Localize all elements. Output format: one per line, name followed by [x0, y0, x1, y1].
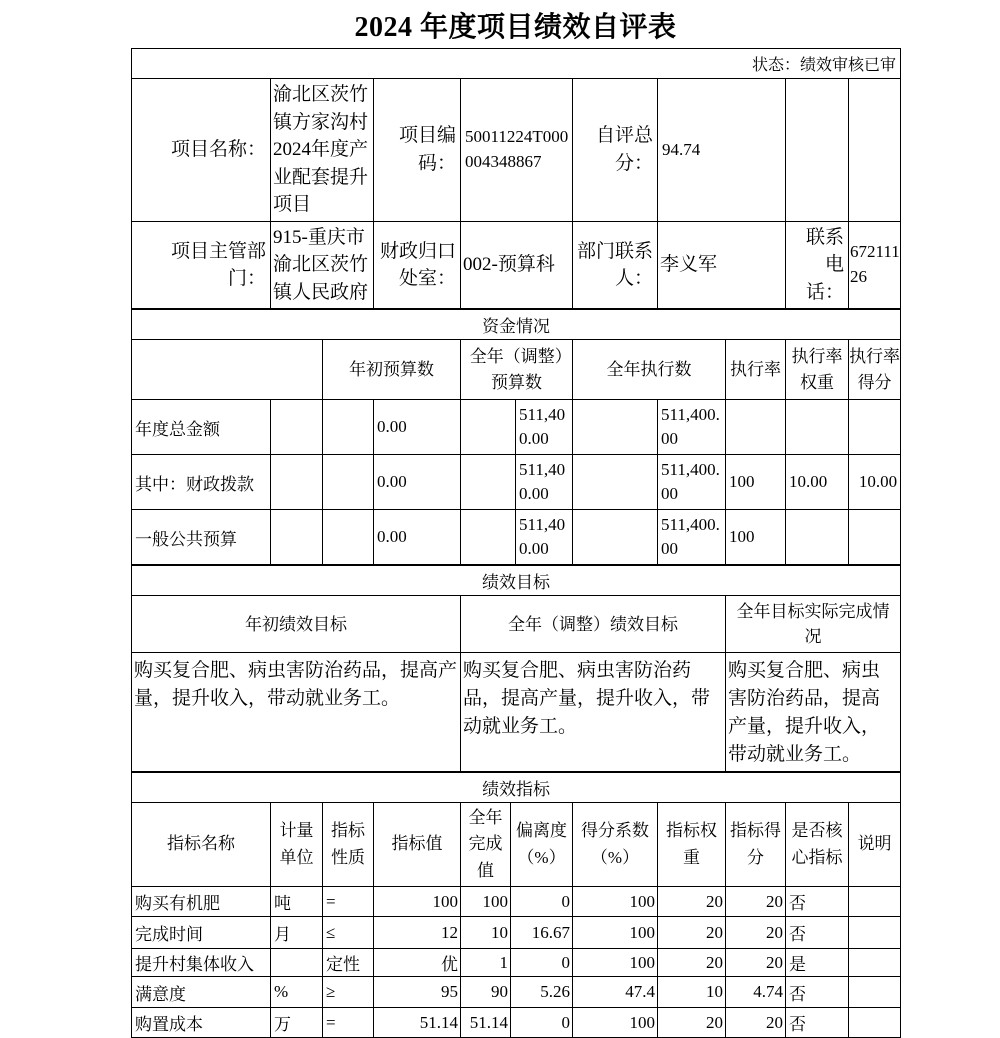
goals-header-adjusted: 全年（调整）绩效目标	[461, 596, 726, 653]
funding-score-value: 10.00	[849, 455, 901, 510]
funding-adjusted-value: 511,400.00	[516, 510, 573, 565]
project-info-table	[131, 48, 901, 309]
funding-executed-value: 511,400.00	[658, 455, 726, 510]
indicator-header-nature: 指标性质	[323, 803, 374, 887]
indicator-header-coefficient: 得分系数（%）	[573, 803, 658, 887]
project-code-value: 50011224T000004348867	[461, 79, 573, 222]
indicator-core: 否	[786, 917, 849, 949]
goals-section-title: 绩效目标	[132, 566, 901, 596]
phone-label: 联系电话：	[786, 221, 849, 309]
finance-office-label: 财政归口处室：	[374, 221, 461, 309]
empty-cell	[849, 79, 901, 222]
indicator-target: 100	[374, 887, 461, 917]
funding-header-adjusted: 全年（调整）预算数	[461, 340, 573, 400]
goal-adjusted-text: 购买复合肥、病虫害防治药品，提高产量，提升收入，带动就业务工。	[461, 653, 726, 772]
indicator-row-satisfaction	[132, 977, 901, 1008]
project-code-label: 项目编码：	[374, 79, 461, 222]
indicator-name: 购置成本	[132, 1008, 271, 1038]
funding-row-total	[132, 400, 901, 455]
funding-table	[131, 309, 901, 565]
indicator-score: 4.74	[726, 977, 786, 1008]
funding-adjusted-value: 511,400.00	[516, 400, 573, 455]
indicator-coefficient: 47.4	[573, 977, 658, 1008]
indicator-weight: 20	[658, 887, 726, 917]
indicator-row-purchase-cost	[132, 1008, 901, 1038]
indicator-core: 是	[786, 949, 849, 977]
funding-initial-value: 0.00	[374, 455, 461, 510]
indicator-completed: 51.14	[461, 1008, 511, 1038]
funding-header-initial: 年初预算数	[323, 340, 461, 400]
indicator-score: 20	[726, 949, 786, 977]
indicator-score: 20	[726, 917, 786, 949]
indicator-nature: ≤	[323, 917, 374, 949]
indicator-core: 否	[786, 887, 849, 917]
indicator-score: 20	[726, 887, 786, 917]
indicator-core: 否	[786, 977, 849, 1008]
indicator-note	[849, 949, 901, 977]
indicator-name: 完成时间	[132, 917, 271, 949]
funding-header-weight: 执行率权重	[786, 340, 849, 400]
status-text: 状态：绩效审核已审	[132, 49, 901, 79]
indicator-note	[849, 887, 901, 917]
indicator-unit	[271, 949, 323, 977]
goals-header-row	[132, 596, 901, 653]
indicator-unit: 吨	[271, 887, 323, 917]
phone-value: 67211126	[849, 221, 901, 309]
indicator-weight: 20	[658, 949, 726, 977]
indicator-header-name: 指标名称	[132, 803, 271, 887]
empty-cell	[573, 510, 658, 565]
indicator-header-deviation: 偏离度（%）	[511, 803, 573, 887]
funding-header-executed: 全年执行数	[573, 340, 726, 400]
contact-value: 李义军	[658, 221, 786, 309]
funding-row-fiscal	[132, 455, 901, 510]
project-name-label: 项目名称：	[132, 79, 271, 222]
indicator-completed: 1	[461, 949, 511, 977]
indicator-note	[849, 917, 901, 949]
self-score-value: 94.74	[658, 79, 786, 222]
empty-cell	[461, 400, 516, 455]
funding-initial-value: 0.00	[374, 400, 461, 455]
indicator-coefficient: 100	[573, 887, 658, 917]
indicator-unit: %	[271, 977, 323, 1008]
empty-cell	[786, 79, 849, 222]
goals-content-row	[132, 653, 901, 772]
project-name-row	[132, 79, 901, 222]
indicator-nature: 定性	[323, 949, 374, 977]
funding-weight-value: 10.00	[786, 455, 849, 510]
indicator-unit: 月	[271, 917, 323, 949]
indicator-coefficient: 100	[573, 949, 658, 977]
indicators-table	[131, 772, 901, 1038]
indicator-nature: =	[323, 1008, 374, 1038]
funding-initial-value: 0.00	[374, 510, 461, 565]
empty-cell	[461, 510, 516, 565]
indicator-completed: 90	[461, 977, 511, 1008]
indicator-row-completion-time	[132, 917, 901, 949]
funding-header-empty	[132, 340, 323, 400]
goals-header-actual: 全年目标实际完成情况	[726, 596, 901, 653]
indicator-core: 否	[786, 1008, 849, 1038]
indicator-completed: 100	[461, 887, 511, 917]
indicator-name: 满意度	[132, 977, 271, 1008]
goals-header-initial: 年初绩效目标	[132, 596, 461, 653]
goals-section-row	[132, 566, 901, 596]
empty-cell	[323, 400, 374, 455]
indicators-section-row	[132, 773, 901, 803]
funding-executed-value: 511,400.00	[658, 400, 726, 455]
goals-table	[131, 565, 901, 772]
funding-weight-value	[786, 400, 849, 455]
page-title: 2024 年度项目绩效自评表	[354, 12, 677, 43]
indicator-target: 优	[374, 949, 461, 977]
empty-cell	[323, 510, 374, 565]
indicator-deviation: 16.67	[511, 917, 573, 949]
funding-score-value	[849, 510, 901, 565]
empty-cell	[573, 400, 658, 455]
indicator-nature: ≥	[323, 977, 374, 1008]
indicator-note	[849, 977, 901, 1008]
self-evaluation-form	[131, 48, 900, 1038]
funding-row-label: 一般公共预算	[132, 510, 271, 565]
indicator-header-score: 指标得分	[726, 803, 786, 887]
department-label: 项目主管部门：	[132, 221, 271, 309]
empty-cell	[323, 455, 374, 510]
indicator-header-weight: 指标权重	[658, 803, 726, 887]
indicator-name: 购买有机肥	[132, 887, 271, 917]
indicator-deviation: 0	[511, 949, 573, 977]
funding-section-row	[132, 310, 901, 340]
indicator-deviation: 0	[511, 1008, 573, 1038]
funding-row-label: 其中：财政拨款	[132, 455, 271, 510]
funding-rate-value: 100	[726, 510, 786, 565]
funding-weight-value	[786, 510, 849, 565]
indicator-weight: 10	[658, 977, 726, 1008]
indicator-coefficient: 100	[573, 917, 658, 949]
department-value: 915-重庆市渝北区茨竹镇人民政府	[271, 221, 374, 309]
funding-header-row	[132, 340, 901, 400]
empty-cell	[461, 455, 516, 510]
empty-cell	[271, 455, 323, 510]
empty-cell	[573, 455, 658, 510]
indicator-weight: 20	[658, 1008, 726, 1038]
funding-row-public-budget	[132, 510, 901, 565]
indicator-header-unit: 计量单位	[271, 803, 323, 887]
indicator-header-target: 指标值	[374, 803, 461, 887]
indicator-nature: =	[323, 887, 374, 917]
funding-section-title: 资金情况	[132, 310, 901, 340]
self-score-label: 自评总分：	[573, 79, 658, 222]
indicator-completed: 10	[461, 917, 511, 949]
indicator-deviation: 0	[511, 887, 573, 917]
indicator-deviation: 5.26	[511, 977, 573, 1008]
funding-header-rate: 执行率	[726, 340, 786, 400]
funding-header-score: 执行率得分	[849, 340, 901, 400]
funding-adjusted-value: 511,400.00	[516, 455, 573, 510]
indicator-header-completed: 全年完成值	[461, 803, 511, 887]
indicator-coefficient: 100	[573, 1008, 658, 1038]
department-row	[132, 221, 901, 309]
indicator-weight: 20	[658, 917, 726, 949]
indicator-target: 95	[374, 977, 461, 1008]
funding-executed-value: 511,400.00	[658, 510, 726, 565]
indicator-header-core: 是否核心指标	[786, 803, 849, 887]
funding-rate-value: 100	[726, 455, 786, 510]
project-name-value: 渝北区茨竹镇方家沟村2024年度产业配套提升项目	[271, 79, 374, 222]
indicator-row-organic-fertilizer	[132, 887, 901, 917]
empty-cell	[271, 510, 323, 565]
status-row	[132, 49, 901, 79]
goal-actual-text: 购买复合肥、病虫害防治药品，提高产量，提升收入，带动就业务工。	[726, 653, 901, 772]
indicator-header-note: 说明	[849, 803, 901, 887]
funding-rate-value	[726, 400, 786, 455]
indicator-name: 提升村集体收入	[132, 949, 271, 977]
contact-label: 部门联系人：	[573, 221, 658, 309]
indicator-unit: 万	[271, 1008, 323, 1038]
finance-office-value: 002-预算科	[461, 221, 573, 309]
goal-initial-text: 购买复合肥、病虫害防治药品，提高产量，提升收入，带动就业务工。	[132, 653, 461, 772]
indicators-header-row	[132, 803, 901, 887]
funding-row-label: 年度总金额	[132, 400, 271, 455]
indicator-row-collective-income	[132, 949, 901, 977]
indicator-note	[849, 1008, 901, 1038]
indicator-score: 20	[726, 1008, 786, 1038]
indicator-target: 12	[374, 917, 461, 949]
funding-score-value	[849, 400, 901, 455]
indicators-section-title: 绩效指标	[132, 773, 901, 803]
empty-cell	[271, 400, 323, 455]
indicator-target: 51.14	[374, 1008, 461, 1038]
